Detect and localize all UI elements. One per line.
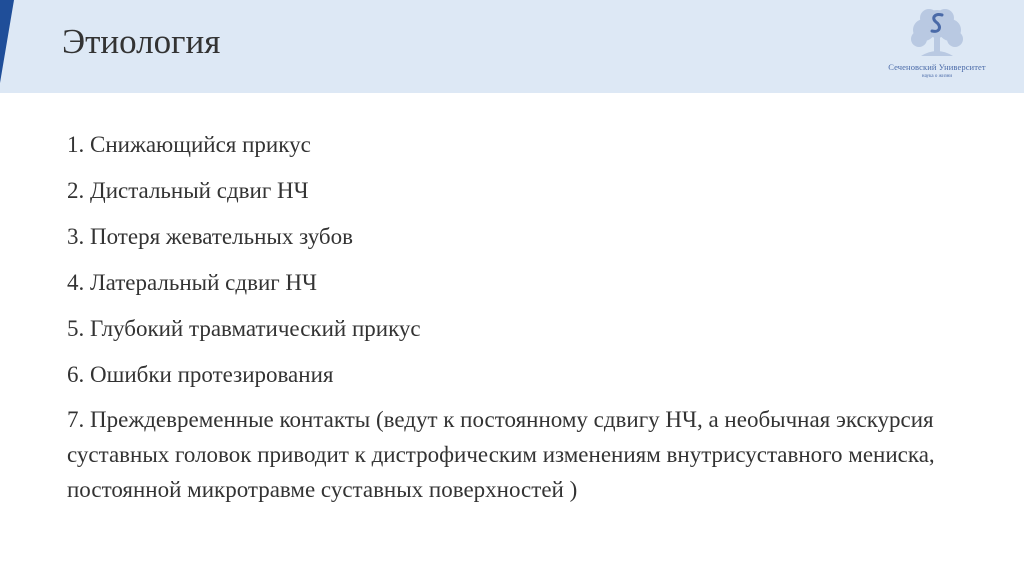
list-item: 2. Дистальный сдвиг НЧ <box>67 178 309 203</box>
university-logo <box>876 6 998 86</box>
list-item: 4. Латеральный сдвиг НЧ <box>67 270 317 295</box>
list-item: 6. Ошибки протезирования <box>67 362 334 387</box>
slide-title: Этиология <box>62 22 221 61</box>
etiology-list <box>67 126 967 516</box>
logo-motto: наука о жизни <box>921 74 953 79</box>
tree-s-emblem-icon <box>909 6 965 58</box>
list-item: 7. Преждевременные контакты (ведут к постоянному сдвигу НЧ, а необычная экскурсия суставных головок приводит к дистрофическим изменениям внутрисуставного мениска, постоянной микротравме суставных поверхностей ) <box>67 407 935 502</box>
list-item: 5. Глубокий травматический прикус <box>67 316 421 341</box>
logo-university-name: Сеченовский Университет <box>888 62 986 72</box>
list-item: 1. Снижающийся прикус <box>67 132 311 157</box>
list-item: 3. Потеря жевательных зубов <box>67 224 353 249</box>
